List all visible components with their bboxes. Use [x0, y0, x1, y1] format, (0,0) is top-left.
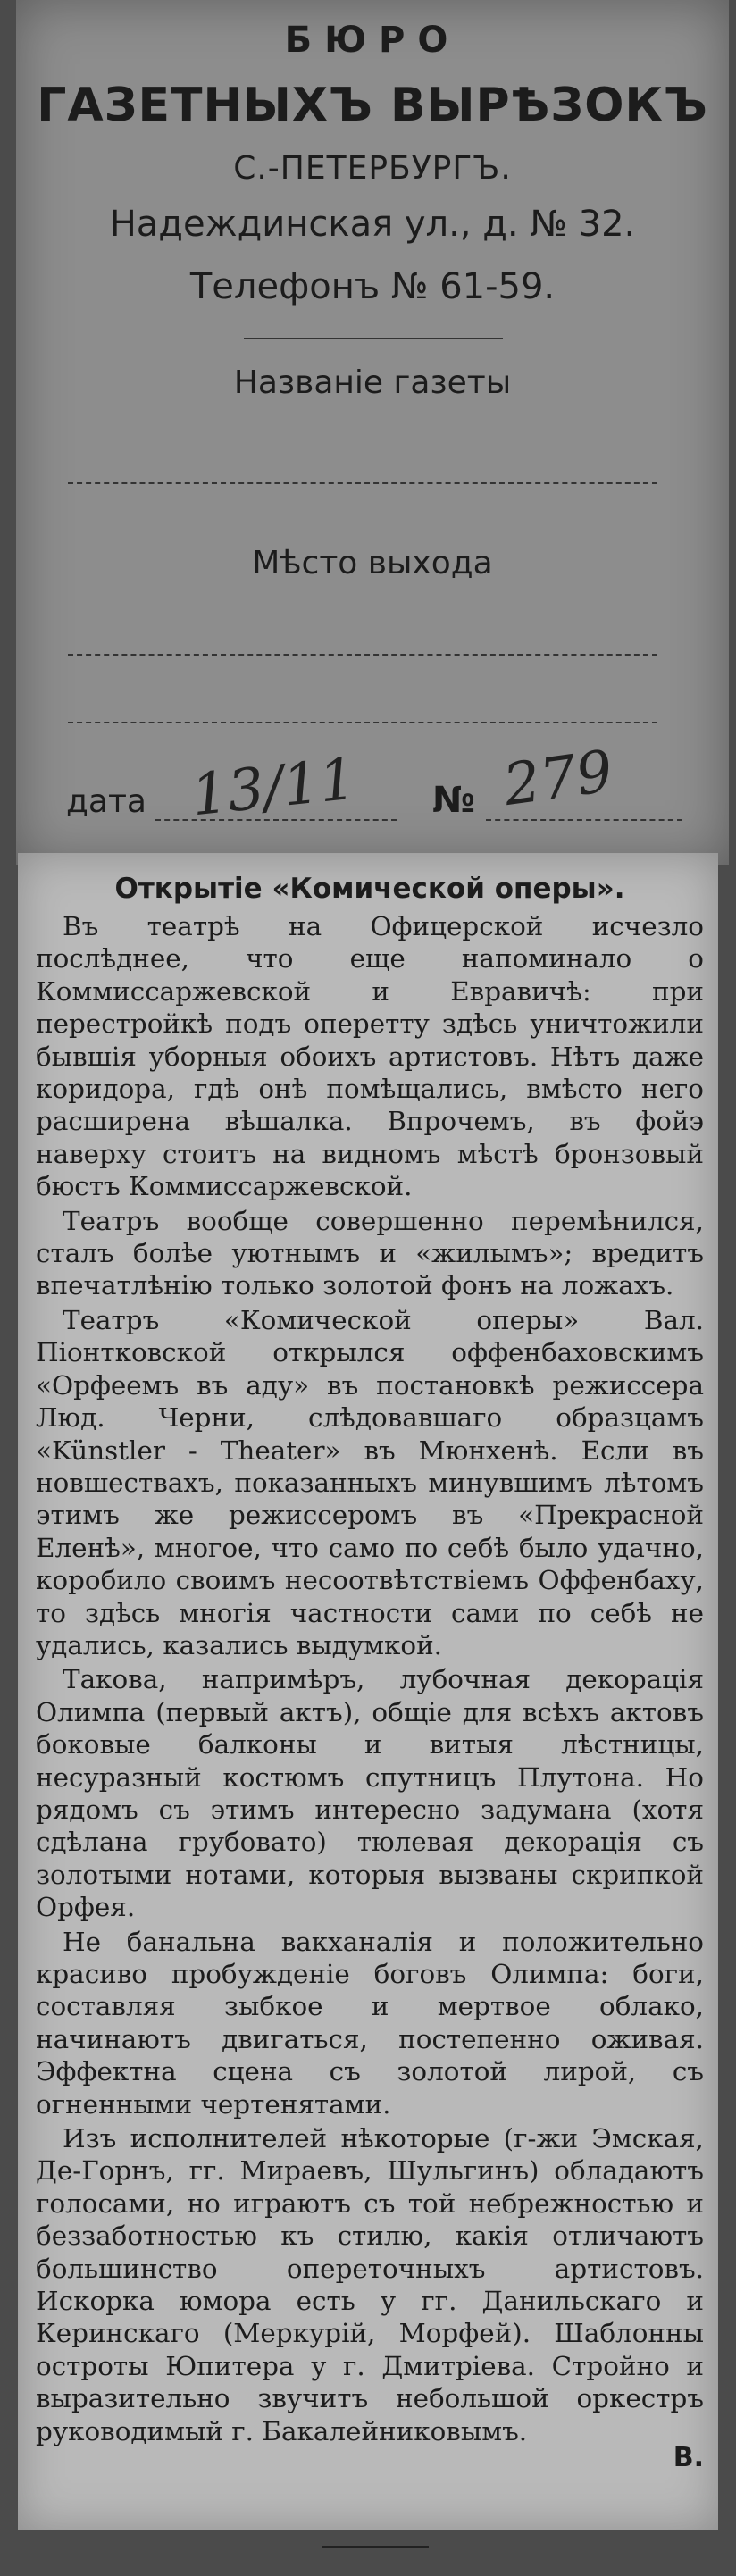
article-text [36, 910, 704, 2447]
header-divider [244, 338, 503, 339]
clipping-bureau-header-card [16, 0, 729, 865]
city-name: С.-ПЕТЕРБУРГЪ. [233, 150, 512, 187]
handwritten-number: 279 [499, 738, 617, 820]
date-number-row [66, 738, 691, 830]
agency-name: ГАЗЕТНЫХЪ ВЫРѢЗОКЪ [37, 79, 708, 132]
place-line-1 [68, 654, 657, 656]
bottom-divider [322, 2546, 429, 2548]
bureau-title: БЮРО [284, 20, 461, 61]
article-paragraph: Въ театрѣ на Офицерской исчезло послѣднее, что еще напоминало о Коммиссаржевской и Евравичѣ: при перестройкѣ подъ оперетту здѣсь уничтожили бывшія уборныя обоихъ артистовъ. Нѣтъ даже коридора, гдѣ онѣ помѣщались, вмѣсто него расширена вѣшалка. Впрочемъ, въ фойэ наверху стоитъ на видномъ мѣстѣ бронзовый бюстъ Коммиссаржевской. [36, 911, 704, 1202]
newspaper-name-label: Названіе газеты [233, 364, 512, 401]
article-paragraph: Такова, напримѣръ, лубочная декорація Олимпа (первый актъ), общіе для всѣхъ актовъ боковые балконы и витыя лѣстницы, несуразный костюмъ спутницъ Плутона. Но рядомъ съ этимъ интересно задумана (хотя сдѣлана грубовато) тюлевая декорація съ золотыми нотами, которыя вызваны скрипкой Орфея. [36, 1664, 704, 1923]
handwritten-date: 13/11 [188, 746, 359, 830]
article-paragraph: Театръ «Комической оперы» Вал. Піонтковской открылся оффенбаховскимъ «Орфеемъ въ аду» въ постановкѣ режиссера Люд. Черни, слѣдовавшаго образцамъ «Künstler - Theater» въ Мюнхенѣ. Если въ новшествахъ, показанныхъ минувшимъ лѣтомъ этимъ же режиссеромъ въ «Прекрасной Еленѣ», многое, что само по себѣ было удачно, коробило своимъ несоотвѣтствіемъ Оффенбаху, то здѣсь многія частности сами по себѣ не удались, казались выдумкой. [36, 1304, 704, 1660]
article-title: Открытіе «Комической оперы». [114, 873, 625, 905]
place-line-2 [68, 722, 657, 723]
author-signature: В. [673, 2442, 704, 2474]
date-label: дата [66, 783, 146, 820]
article-paragraph: Театръ вообще совершенно перемѣнился, сталъ болѣе уютнымъ и «жилымъ»; вредитъ впечатлѣнію только золотой фонъ на ложахъ. [36, 1205, 704, 1301]
phone-line: Телефонъ № 61-59. [189, 266, 556, 307]
article [36, 873, 704, 2473]
newspaper-name-line [68, 482, 657, 484]
address-line: Надеждинская ул., д. № 32. [109, 204, 636, 245]
place-of-publication-label: Мѣсто выхода [252, 545, 493, 581]
number-line [486, 819, 682, 821]
newspaper-clipping [18, 853, 718, 2530]
article-paragraph: Не банальна вакханалія и положительно красиво пробужденіе боговъ Олимпа: боги, составляя зыбкое и мертвое облако, начинаютъ двигаться, постепенно оживая. Эффектна сцена съ золотой лирой, съ огненными чертенятами. [36, 1926, 704, 2120]
article-paragraph: Изъ исполнителей нѣкоторые (г-жи Эмская, Де-Горнъ, гг. Мираевъ, Шульгинъ) обладаютъ голосами, но играютъ съ той небрежностью и беззаботностью къ стилю, какія отличаютъ большинство опереточныхъ артистовъ. Искорка юмора есть у гг. Данильскаго и Керинскаго (Меркурій, Морфей). Шаблонны остроты Юпитера у г. Дмитріева. Стройно и выразительно звучитъ небольшой оркестръ руководимый г. Бакалейниковымъ. [36, 2123, 704, 2446]
number-label: № [432, 780, 476, 821]
